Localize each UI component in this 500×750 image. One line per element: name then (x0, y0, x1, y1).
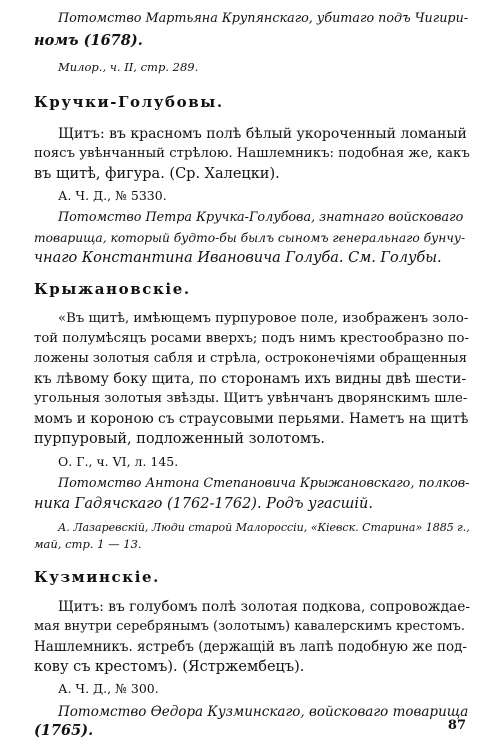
kryzhanovskie-desc-line-1: Потомство Антона Степановича Крыжановскаго, полков- (58, 476, 470, 491)
kryzhanovskie-shield-line-6: момъ и короною съ страусовыми перьями. Наметъ на щитѣ (34, 411, 469, 427)
kuzminskie-archive-ref: А. Ч. Д., № 300. (58, 681, 159, 696)
kryzhanovskie-shield-line-5: угольныя золотыя звѣзды. Щитъ увѣнчанъ дворянскимъ шле- (34, 391, 468, 406)
kruchki-desc-line-2: товарища, который будто-бы былъ сыномъ генеральнаго бунчу- (34, 231, 466, 245)
heading-kryzhanovskie: Крыжановскіе. (34, 280, 191, 298)
kuzminskie-shield-line-4: кову съ крестомъ). (Ястржембецъ). (34, 659, 305, 675)
kryzhanovskie-source-line-1: А. Лазаревскій, Люди старой Малороссіи, «Кіевск. Старина» 1885 г., (58, 521, 470, 534)
kuzminskie-shield-line-2: мая внутри серебрянымъ (золотымъ) кавалерскимъ крестомъ. (34, 619, 465, 634)
kruchki-shield-line-1: Щитъ: въ красномъ полѣ бѣлый укороченный ломаный (58, 126, 467, 142)
kruchki-desc-line-3: чнаго Константина Ивановича Голуба. См. Голубы. (34, 250, 442, 266)
kuzminskie-desc-line-1: Потомство Өедора Кузминскаго, войсковаго товарища (58, 704, 469, 720)
kryzhanovskie-desc-line-2: ника Гадячскаго (1762-1762). Родъ угасшій. (34, 496, 373, 512)
kryzhanovskie-source-line-2: май, стр. 1 — 13. (34, 537, 142, 551)
kruchki-desc-line-1: Потомство Петра Кручка-Голубова, знатнаго войсковаго (58, 210, 464, 225)
kryzhanovskie-shield-line-2: той полумѣсяцъ росами вверхъ; подъ нимъ крестообразно по- (34, 331, 469, 346)
kryzhanovskie-shield-line-3: ложены золотыя сабля и стрѣла, остроконечіями обращенныя (34, 351, 467, 366)
krupyansky-desc-line-1: Потомство Мартьяна Крупянскаго, убитаго подъ Чигири- (58, 11, 469, 26)
krupyansky-desc-line-2: номъ (1678). (34, 32, 143, 49)
kruchki-shield-line-3: въ щитѣ, фигура. (Ср. Халецки). (34, 166, 280, 182)
kryzhanovskie-shield-line-1: «Въ щитѣ, имѣющемъ пурпуровое поле, изображенъ золо- (58, 311, 469, 326)
kuzminskie-desc-line-2: (1765). (34, 722, 94, 739)
kryzhanovskie-shield-line-7: пурпуровый, подложенный золотомъ. (34, 431, 326, 447)
kuzminskie-shield-line-3: Нашлемникъ. ястребъ (держащій въ лапѣ подобную же под- (34, 639, 467, 655)
page-number: 87 (447, 718, 466, 733)
heading-kruchki-golubovy: Кручки-Голубовы. (34, 93, 224, 111)
heading-kuzminskie: Кузминскіе. (34, 568, 160, 586)
kruchki-shield-line-2: поясъ увѣнчанный стрѣлою. Нашлемникъ: подобная же, какъ (34, 146, 470, 161)
kryzhanovskie-archive-ref: О. Г., ч. VI, л. 145. (58, 454, 179, 469)
kuzminskie-shield-line-1: Щитъ: въ голубомъ полѣ золотая подкова, сопровождае- (58, 599, 471, 615)
krupyansky-source: Милор., ч. II, стр. 289. (58, 60, 199, 74)
kryzhanovskie-shield-line-4: къ лѣвому боку щита, по сторонамъ ихъ видны двѣ шести- (34, 371, 467, 387)
kruchki-archive-ref: А. Ч. Д., № 5330. (58, 188, 167, 203)
